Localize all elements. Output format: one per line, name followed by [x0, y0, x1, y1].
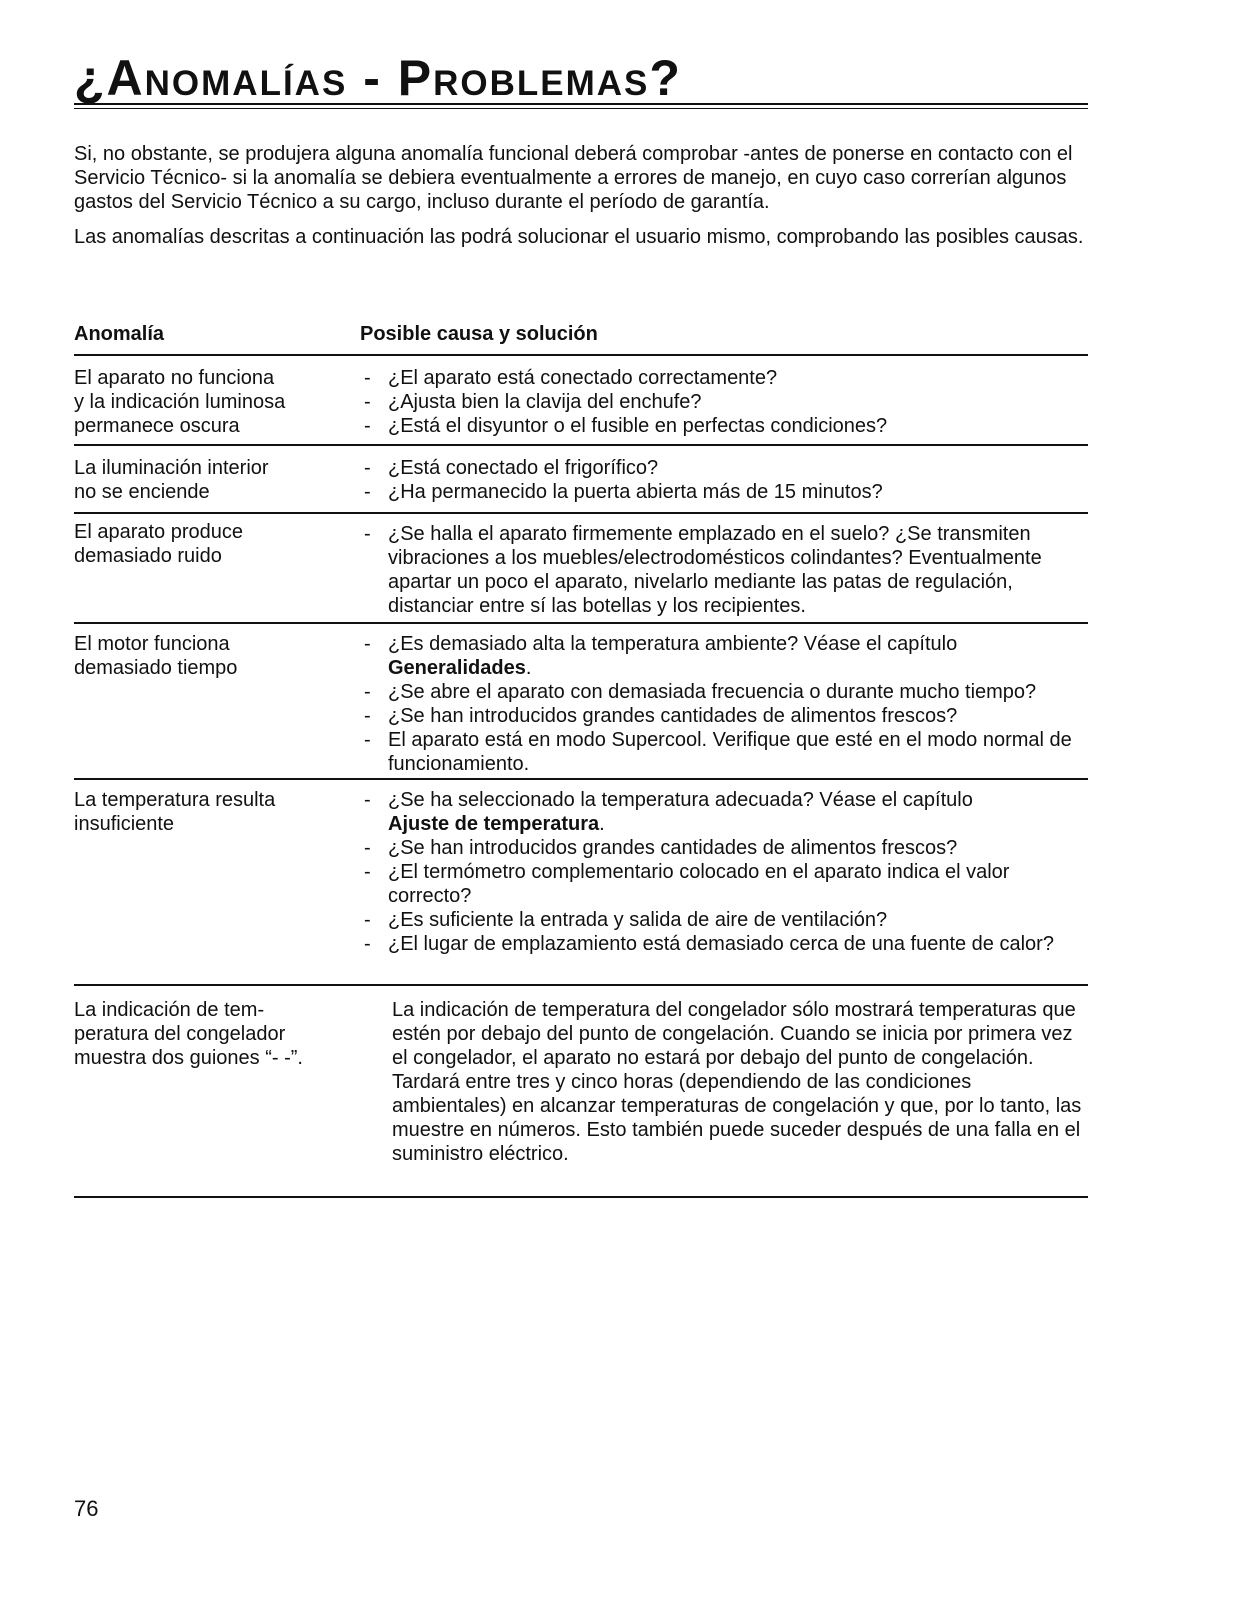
cause-item: - ¿Se ha seleccionado la temperatura adecuada? Véase el capítulo Ajuste de temperatura. — [360, 788, 1088, 836]
cause-item: - El aparato está en modo Supercool. Verifique que esté en el modo normal de funcionamiento. — [360, 728, 1088, 776]
table-row — [74, 624, 1088, 780]
problem-cell: El motor funciona demasiado tiempo — [74, 633, 238, 679]
cause-item: - ¿Se han introducidos grandes cantidades de alimentos frescos? — [360, 836, 1088, 860]
cause-text: ¿Se ha seleccionado la temperatura adecuada? Véase el capítulo — [388, 789, 973, 811]
cause-item: - ¿Se abre el aparato con demasiada frecuencia o durante mucho tiempo? — [360, 680, 1088, 704]
solution-cell — [360, 366, 1088, 437]
intro-paragraph-1: Si, no obstante, se produjera alguna anomalía funcional deberá comprobar -antes de ponerse en contacto con el Servicio Técnico- si la anomalía se debiera eventualmente a errores de manejo, en cuyo caso correrían algunos gastos del Servicio Técnico a su cargo, incluso durante el período de garantía. — [74, 143, 1073, 213]
title-rule — [74, 103, 1088, 105]
chapter-reference: Generalidades — [388, 657, 526, 679]
intro-paragraph-2: Las anomalías descritas a continuación las podrá solucionar el usuario mismo, comprobando las posibles causas. — [74, 226, 1084, 248]
cause-item: - ¿El termómetro complementario colocado en el aparato indica el valor correcto? — [360, 860, 1088, 908]
header-solution: Posible causa y solución — [360, 323, 598, 345]
table-row — [74, 514, 1088, 624]
cause-item: - ¿El lugar de emplazamiento está demasiado cerca de una fuente de calor? — [360, 932, 1088, 956]
cause-item: - ¿Se halla el aparato firmemente emplazado en el suelo? ¿Se transmiten vibraciones a los muebles/electrodomésticos colindantes? Eventualmente apartar un poco el aparato, nivelarlo mediante las patas de regulación, distanciar entre sí las botellas y los recipientes. — [360, 522, 1088, 618]
problem-cell: El aparato produce demasiado ruido — [74, 521, 244, 567]
problem-cell: La iluminación interior no se enciende — [74, 457, 269, 503]
intro-section — [74, 142, 1084, 260]
table-row — [74, 446, 1088, 514]
troubleshooting-table — [74, 322, 1088, 1198]
table-row — [74, 986, 1088, 1198]
header-problem: Anomalía — [74, 323, 165, 345]
cause-item: - ¿El aparato está conectado correctamente? — [360, 366, 1088, 390]
chapter-reference: Ajuste de temperatura — [388, 813, 600, 835]
problem-cell: La indicación de tem- peratura del congelador muestra dos guiones “- -”. — [74, 999, 303, 1069]
problem-cell: El aparato no funciona y la indicación luminosa permanece oscura — [74, 367, 286, 437]
cause-item: - ¿Es demasiado alta la temperatura ambiente? Véase el capítulo Generalidades. — [360, 632, 1088, 680]
table-row — [74, 356, 1088, 446]
table-row — [74, 780, 1088, 986]
solution-cell — [360, 520, 1088, 616]
solution-cell — [360, 456, 1088, 502]
solution-cell — [360, 632, 1088, 776]
page-number: 76 — [74, 1496, 99, 1521]
cause-text: ¿Es demasiado alta la temperatura ambiente? Véase el capítulo — [388, 633, 958, 655]
cause-item: - ¿Es suficiente la entrada y salida de aire de ventilación? — [360, 908, 1088, 932]
solution-cell: La indicación de temperatura del congelador sólo mostrará temperaturas que estén por debajo del punto de congelación. Cuando se inicia por primera vez el congelador, el aparato no estará por debajo del punto de congelación. Tardará entre tres y cinco horas (dependiendo de las condiciones ambientales) en alcanzar temperaturas de congelación y que, por lo tanto, las muestre en números. Esto también puede suceder después de una falla en el suministro eléctrico. — [392, 999, 1082, 1165]
problem-cell: La temperatura resulta insuficiente — [74, 789, 276, 835]
table-header — [74, 322, 1088, 356]
cause-item: - ¿Se han introducidos grandes cantidades de alimentos frescos? — [360, 704, 1088, 728]
cause-item: - ¿Ajusta bien la clavija del enchufe? — [360, 390, 1088, 414]
solution-cell — [360, 788, 1088, 980]
title-rule-thin — [74, 108, 1088, 109]
cause-item: - ¿Está conectado el frigorífico? — [360, 456, 1088, 480]
cause-item: - ¿Ha permanecido la puerta abierta más de 15 minutos? — [360, 480, 1088, 504]
page-title: ¿Anomalías - Problemas? — [74, 50, 682, 106]
cause-item: - ¿Está el disyuntor o el fusible en perfectas condiciones? — [360, 414, 1088, 438]
